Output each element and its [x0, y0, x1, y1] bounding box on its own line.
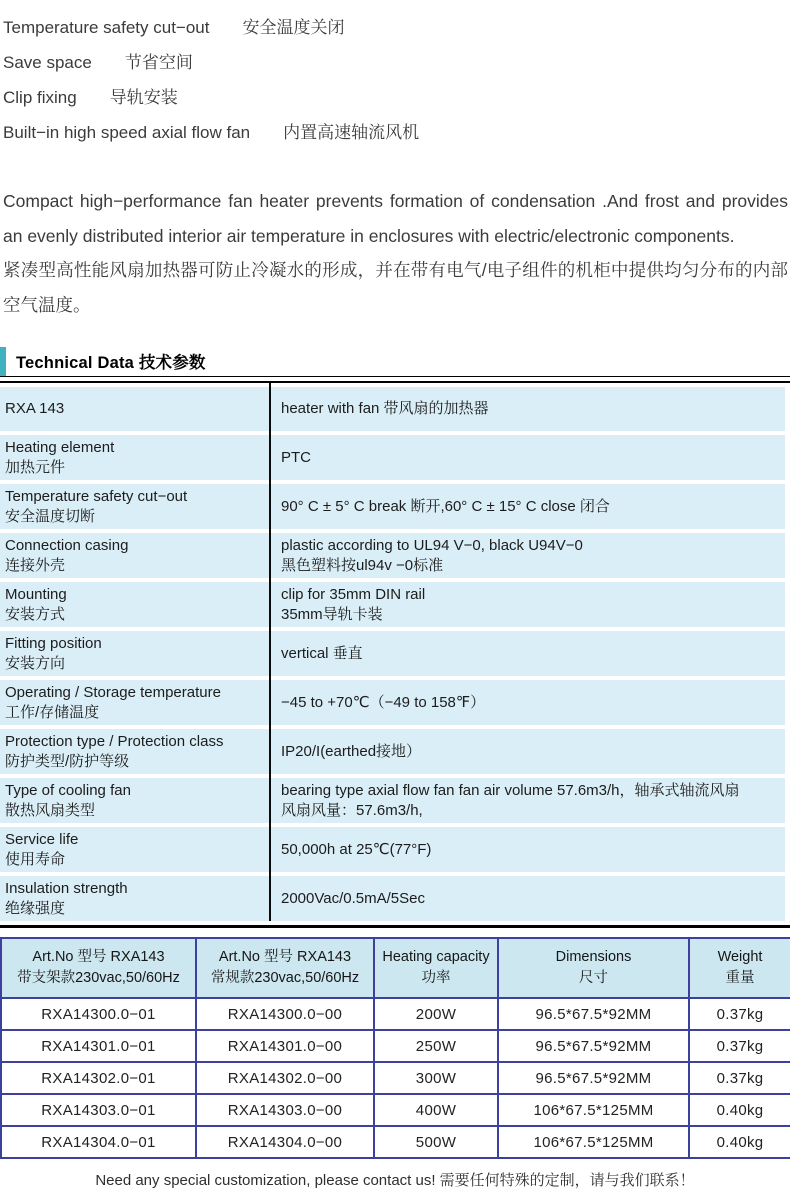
model-artno-bracket: RXA14302.0−01	[1, 1062, 196, 1094]
model-weight: 0.37kg	[689, 1030, 790, 1062]
model-artno-standard: RXA14301.0−00	[196, 1030, 374, 1062]
tech-value-line: IP20/I(earthed接地）	[281, 742, 422, 760]
tech-label-en: Temperature safety cut−out	[5, 488, 188, 505]
tech-value-line: plastic according to UL94 V−0, black U94V−0	[281, 537, 583, 554]
tech-label-zh: 防护类型/防护等级	[5, 752, 130, 770]
tech-table-top-border	[0, 376, 790, 383]
tech-label-en: Mounting	[5, 586, 67, 603]
model-artno-standard: RXA14304.0−00	[196, 1126, 374, 1158]
tech-row-protection	[0, 729, 790, 774]
model-weight: 0.37kg	[689, 998, 790, 1030]
model-dimensions: 96.5*67.5*92MM	[498, 1030, 689, 1062]
feature-line	[3, 80, 790, 115]
tech-label-en: RXA 143	[5, 400, 65, 418]
tech-label-zh: 连接外壳	[5, 556, 66, 574]
tech-value-line: clip for 35mm DIN rail	[281, 586, 426, 603]
model-dimensions: 96.5*67.5*92MM	[498, 998, 689, 1030]
model-weight: 0.37kg	[689, 1062, 790, 1094]
tech-value-line: 2000Vac/0.5mA/5Sec	[281, 889, 425, 907]
tech-row-fitting-position	[0, 631, 790, 676]
model-artno-bracket: RXA14300.0−01	[1, 998, 196, 1030]
model-table	[0, 937, 790, 1159]
model-weight: 0.40kg	[689, 1126, 790, 1158]
model-artno-standard: RXA14300.0−00	[196, 998, 374, 1030]
feature-zh: 安全温度关闭	[242, 18, 345, 37]
tech-label-en: Service life	[5, 831, 79, 848]
tech-table-column-divider	[269, 383, 271, 921]
product-description	[3, 184, 788, 322]
col-header-artno-standard: Art.No 型号 RXA143 常规款230vac,50/60Hz	[196, 938, 374, 998]
tech-row-service-life	[0, 827, 790, 872]
tech-label-zh: 加热元件	[5, 458, 66, 476]
model-row	[1, 998, 790, 1030]
tech-label-zh: 散热风扇类型	[5, 801, 96, 819]
model-row	[1, 1094, 790, 1126]
technical-data-header	[0, 346, 790, 376]
tech-row-safety-cutout	[0, 484, 790, 529]
model-weight: 0.40kg	[689, 1094, 790, 1126]
tech-label-zh: 使用寿命	[5, 850, 66, 868]
feature-zh: 内置高速轴流风机	[283, 123, 420, 142]
tech-row-operating-temperature	[0, 680, 790, 725]
model-row	[1, 1126, 790, 1158]
col-header-heating-capacity: Heating capacity 功率	[374, 938, 498, 998]
tech-row-model	[0, 387, 790, 431]
tech-value-line: 黑色塑料按ul94v −0标准	[281, 556, 444, 574]
model-artno-standard: RXA14303.0−00	[196, 1094, 374, 1126]
feature-line	[3, 45, 790, 80]
tech-label-en: Type of cooling fan	[5, 782, 131, 799]
model-heating-capacity: 200W	[374, 998, 498, 1030]
model-table-header-row	[1, 938, 790, 998]
tech-row-mounting	[0, 582, 790, 627]
model-table-wrap	[0, 937, 790, 1159]
tech-label-en: Connection casing	[5, 537, 129, 554]
model-row	[1, 1030, 790, 1062]
customization-note: Need any special customization, please contact us! 需要任何特殊的定制，请与我们联系！	[95, 1172, 695, 1189]
model-heating-capacity: 400W	[374, 1094, 498, 1126]
model-heating-capacity: 300W	[374, 1062, 498, 1094]
tech-label-en: Fitting position	[5, 635, 102, 652]
section-title: Technical Data 技术参数	[16, 354, 206, 372]
tech-value-line: 50,000h at 25℃(77°F)	[281, 840, 432, 858]
tech-value-line: heater with fan 带风扇的加热器	[281, 400, 489, 418]
tech-label-en: Protection type / Protection class	[5, 733, 224, 750]
model-dimensions: 106*67.5*125MM	[498, 1126, 689, 1158]
tech-value-line: 35mm导轨卡装	[281, 605, 383, 623]
model-artno-standard: RXA14302.0−00	[196, 1062, 374, 1094]
feature-en: Temperature safety cut−out	[3, 18, 210, 37]
feature-line	[3, 115, 790, 150]
tech-table-bottom-border	[0, 925, 790, 928]
feature-en: Save space	[3, 53, 92, 72]
tech-table	[0, 383, 790, 921]
tech-label-en: Insulation strength	[5, 880, 128, 897]
tech-row-cooling-fan	[0, 778, 790, 823]
tech-label-zh: 工作/存储温度	[5, 703, 100, 721]
tech-label-zh: 绝缘强度	[5, 899, 66, 917]
model-artno-bracket: RXA14301.0−01	[1, 1030, 196, 1062]
tech-value-line: −45 to +70℃（−49 to 158℉）	[281, 693, 486, 711]
tech-value-line: 风扇风量：57.6m3/h,	[281, 801, 423, 819]
description-zh: 紧凑型高性能风扇加热器可防止冷凝水的形成，并在带有电气/电子组件的机柜中提供均匀分布的内部空气温度。	[3, 260, 788, 315]
tech-value-line: PTC	[281, 448, 311, 466]
model-heating-capacity: 500W	[374, 1126, 498, 1158]
model-heating-capacity: 250W	[374, 1030, 498, 1062]
accent-bar	[0, 347, 6, 376]
tech-label-zh: 安装方向	[5, 654, 66, 672]
tech-label-zh: 安全温度切断	[5, 507, 96, 525]
feature-line	[3, 10, 790, 45]
tech-value-line: bearing type axial flow fan fan air volume 57.6m3/h，轴承式轴流风扇	[281, 782, 740, 799]
tech-value-line: vertical 垂直	[281, 644, 363, 662]
tech-row-connection-casing	[0, 533, 790, 578]
description-en: Compact high−performance fan heater prevents formation of condensation .And frost and provides an evenly distributed interior air temperature in enclosures with electric/electronic components.	[3, 191, 788, 246]
model-dimensions: 96.5*67.5*92MM	[498, 1062, 689, 1094]
model-artno-bracket: RXA14304.0−01	[1, 1126, 196, 1158]
tech-label-en: Operating / Storage temperature	[5, 684, 221, 701]
model-row	[1, 1062, 790, 1094]
feature-zh: 节省空间	[124, 53, 193, 72]
feature-en: Clip fixing	[3, 88, 77, 107]
model-artno-bracket: RXA14303.0−01	[1, 1094, 196, 1126]
tech-label-en: Heating element	[5, 439, 115, 456]
tech-row-heating-element	[0, 435, 790, 480]
tech-row-insulation-strength	[0, 876, 790, 921]
tech-label-zh: 安装方式	[5, 605, 66, 623]
col-header-dimensions: Dimensions 尺寸	[498, 938, 689, 998]
model-dimensions: 106*67.5*125MM	[498, 1094, 689, 1126]
feature-list	[0, 0, 790, 150]
feature-zh: 导轨安装	[109, 88, 178, 107]
tech-value-line: 90° C ± 5° C break 断开,60° C ± 15° C close 闭合	[281, 497, 610, 515]
col-header-weight: Weight 重量	[689, 938, 790, 998]
feature-en: Built−in high speed axial flow fan	[3, 123, 251, 142]
col-header-artno-bracket: Art.No 型号 RXA143 带支架款230vac,50/60Hz	[1, 938, 196, 998]
